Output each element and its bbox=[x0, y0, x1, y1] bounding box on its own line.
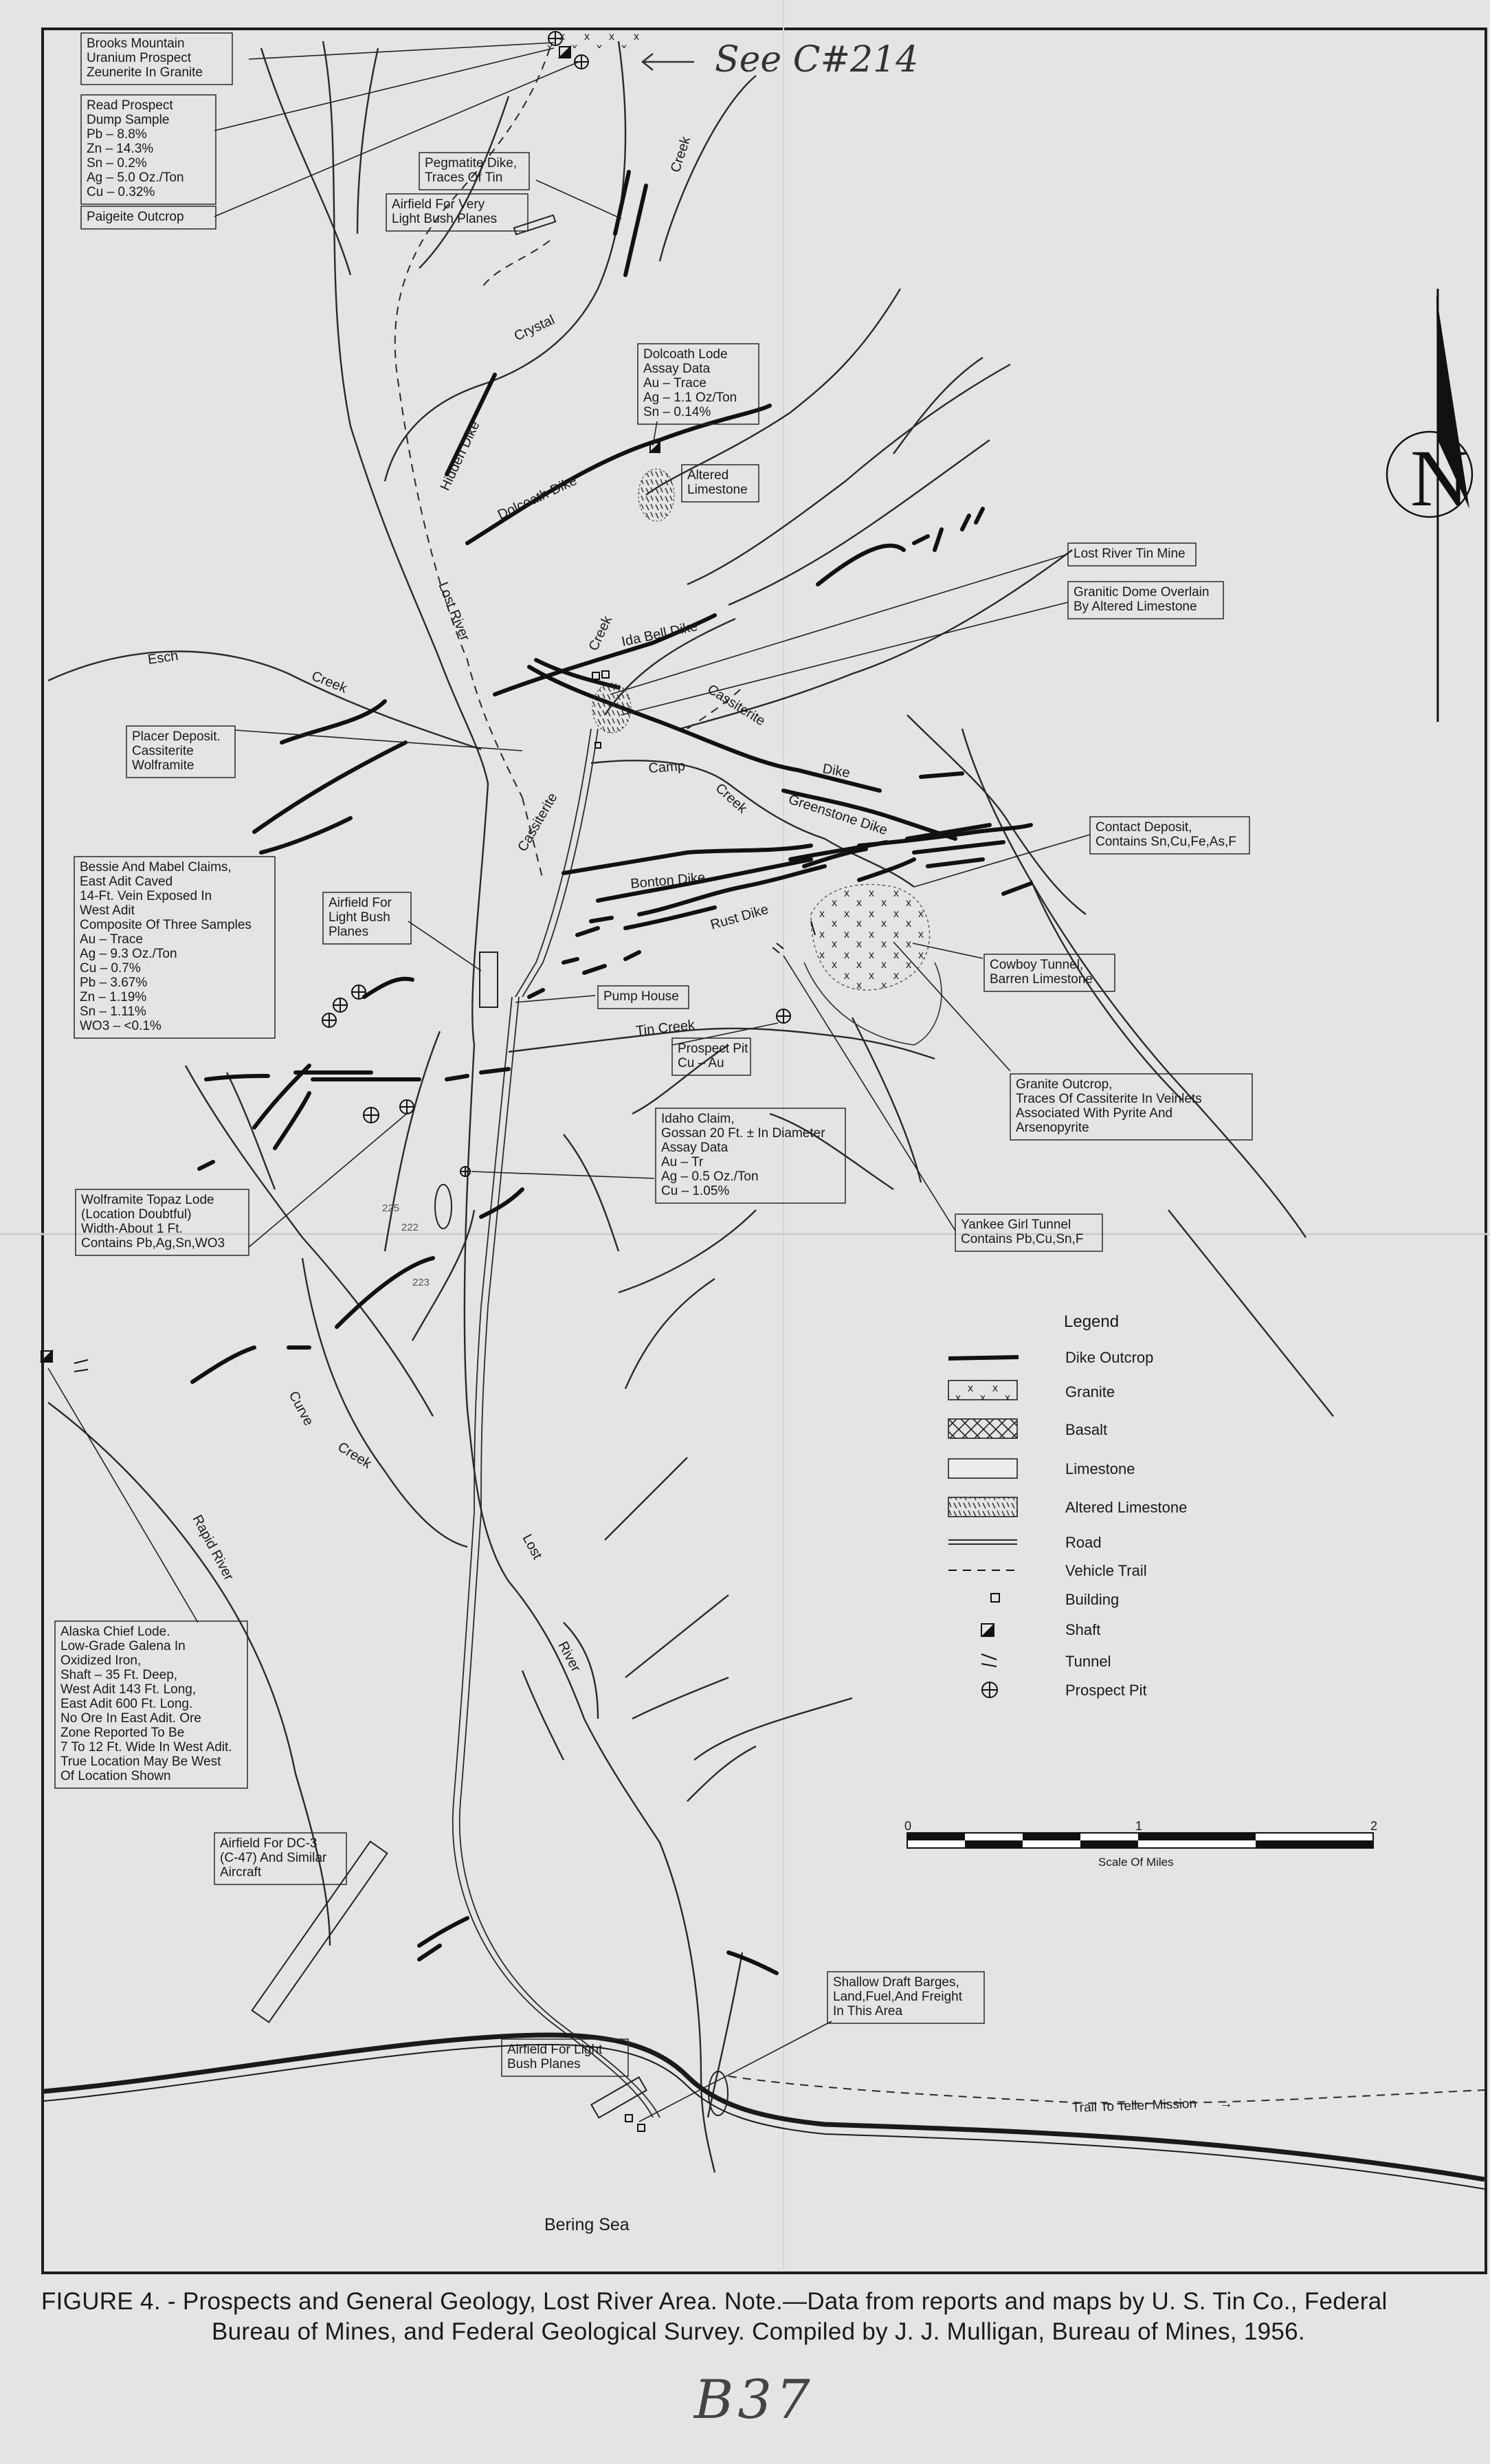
callout-line: Lost River Tin Mine bbox=[1074, 547, 1186, 561]
callout-line: Sn – 1.11% bbox=[80, 1004, 146, 1019]
callout-line: Contains Pb,Cu,Sn,F bbox=[961, 1232, 1084, 1246]
callout-contact-deposit bbox=[1090, 817, 1249, 854]
legend-pit-label: Prospect Pit bbox=[1065, 1682, 1147, 1699]
callout-line: Sn – 0.14% bbox=[643, 405, 711, 419]
label-river-lower: River bbox=[555, 1639, 583, 1675]
legend-altered-limestone-symbol bbox=[948, 1497, 1017, 1517]
label-greenstone-dike: Greenstone Dike bbox=[786, 791, 889, 839]
legend-building-symbol bbox=[991, 1594, 999, 1602]
label-bonton-dike: Bonton Dike bbox=[630, 870, 706, 892]
survey-mark-225: 225 bbox=[382, 1202, 400, 1214]
callout-barges bbox=[827, 1972, 984, 2023]
callout-line: Airfield For bbox=[329, 896, 392, 910]
callout-line: Alaska Chief Lode. bbox=[60, 1625, 170, 1639]
callout-line: Of Location Shown bbox=[60, 1769, 171, 1783]
callout-line: Read Prospect bbox=[87, 98, 173, 113]
callout-line: Ag – 0.5 Oz./Ton bbox=[661, 1169, 759, 1184]
handwritten-see-note: See C#214 bbox=[715, 39, 919, 80]
callout-line: Granite Outcrop, bbox=[1016, 1077, 1113, 1092]
callout-line: Oxidized Iron, bbox=[60, 1653, 142, 1668]
callout-airfield-bush bbox=[502, 2039, 628, 2076]
callout-line: Uranium Prospect bbox=[87, 51, 192, 65]
callout-line: No Ore In East Adit. Ore bbox=[60, 1711, 201, 1726]
callout-line: Traces Of Tin bbox=[425, 170, 503, 185]
callout-line: Low-Grade Galena In bbox=[60, 1639, 186, 1653]
callout-line: Gossan 20 Ft. ± In Diameter bbox=[661, 1126, 825, 1141]
road bbox=[453, 729, 660, 2118]
label-rapid-river: Rapid River bbox=[189, 1512, 237, 1583]
callout-line: Au – Tr bbox=[661, 1155, 704, 1169]
label-ida-bell-dike: Ida Bell Dike bbox=[620, 619, 699, 650]
legend-basalt-label: Basalt bbox=[1065, 1421, 1108, 1438]
label-cassiterite-dike: Cassiterite bbox=[704, 681, 768, 729]
callout-line: Contact Deposit, bbox=[1096, 820, 1192, 835]
page-mark: B37 bbox=[694, 2369, 814, 2431]
callout-line: West Adit 143 Ft. Long, bbox=[60, 1682, 197, 1697]
callout-line: Wolframite bbox=[132, 758, 194, 773]
callout-line: West Adit bbox=[80, 903, 135, 918]
label-camp-creek: Creek bbox=[712, 780, 750, 817]
callout-alaska-chief bbox=[55, 1621, 247, 1788]
label-lost-lower: Lost bbox=[519, 1532, 545, 1562]
callout-line: WO3 – <0.1% bbox=[80, 1019, 162, 1033]
coastline bbox=[44, 2035, 1485, 2189]
label-dolcoath-dike: Dolcoath Dike bbox=[495, 472, 579, 523]
legend-trail-label: Vehicle Trail bbox=[1065, 1562, 1147, 1579]
callout-line: Pb – 3.67% bbox=[80, 976, 148, 990]
callout-line: Pb – 8.8% bbox=[87, 127, 147, 142]
callout-line: East Adit Caved bbox=[80, 874, 173, 889]
callout-line: Granitic Dome Overlain bbox=[1074, 585, 1210, 600]
callout-line: Limestone bbox=[687, 483, 748, 497]
callout-line: Composite Of Three Samples bbox=[80, 918, 252, 932]
callout-cowboy-tunnel bbox=[984, 954, 1115, 991]
callout-pump-house bbox=[598, 986, 689, 1009]
callout-bessie-mabel bbox=[74, 857, 275, 1038]
callout-line: Bessie And Mabel Claims, bbox=[80, 860, 232, 874]
scale-bar bbox=[904, 1819, 1377, 1869]
survey-mark-222: 222 bbox=[401, 1222, 419, 1233]
callout-line: East Adit 600 Ft. Long. bbox=[60, 1697, 193, 1711]
scale-tick-0: 0 bbox=[904, 1819, 912, 1833]
callout-line: Paigeite Outcrop bbox=[87, 210, 184, 224]
callout-line: In This Area bbox=[833, 2004, 903, 2018]
callout-line: Placer Deposit. bbox=[132, 729, 221, 744]
legend-basalt-symbol bbox=[948, 1419, 1017, 1438]
label-curve-creek: Curve bbox=[285, 1389, 317, 1429]
callout-line: Wolframite Topaz Lode bbox=[81, 1193, 214, 1207]
label-esch: Esch bbox=[146, 648, 179, 668]
legend-road-symbol bbox=[948, 1540, 1017, 1544]
callout-line: Width-About 1 Ft. bbox=[81, 1222, 183, 1236]
callout-altered-limestone bbox=[682, 465, 759, 502]
legend-dike-label: Dike Outcrop bbox=[1065, 1349, 1154, 1366]
callout-prospect-pit bbox=[672, 1038, 750, 1075]
callout-line: Zn – 1.19% bbox=[80, 990, 147, 1004]
figure-caption bbox=[41, 2287, 1485, 2347]
callout-wolframite-topaz bbox=[76, 1189, 249, 1255]
figure-caption-line-2: Bureau of Mines, and Federal Geological Survey. Compiled by J. J. Mulligan, Bureau of Mines, 1956. bbox=[212, 2318, 1305, 2345]
legend-limestone-label: Limestone bbox=[1065, 1460, 1135, 1477]
scale-tick-1: 1 bbox=[1135, 1819, 1143, 1833]
callout-line: Bush Planes bbox=[507, 2057, 581, 2071]
label-bering-sea: Bering Sea bbox=[544, 2215, 630, 2234]
callout-line: Zeunerite In Granite bbox=[87, 65, 203, 80]
callout-line: Zn – 14.3% bbox=[87, 142, 154, 156]
callout-line: Cu – 1.05% bbox=[661, 1184, 730, 1198]
callout-line: Ag – 1.1 Oz/Ton bbox=[643, 390, 737, 405]
callout-line: Altered bbox=[687, 468, 729, 483]
label-trail-teller: Trail To Teller Mission bbox=[1071, 2096, 1197, 2115]
label-creek-mid: Creek bbox=[586, 613, 616, 654]
callout-pegmatite bbox=[419, 153, 529, 190]
callout-line: Light Bush bbox=[329, 910, 390, 925]
legend-title: Legend bbox=[1064, 1312, 1120, 1331]
vehicle-trail bbox=[395, 48, 1485, 2104]
callout-brooks bbox=[81, 33, 232, 85]
callout-line: Light Bush Planes bbox=[392, 212, 498, 226]
label-lost-river-upper: Lost River bbox=[435, 580, 473, 644]
callout-line: Barren Limestone bbox=[990, 972, 1093, 987]
callout-line: Land,Fuel,And Freight bbox=[833, 1990, 963, 2004]
callout-line: 14-Ft. Vein Exposed In bbox=[80, 889, 212, 903]
label-cassiterite-creek: Cassiterite bbox=[515, 790, 561, 855]
svg-text:→: → bbox=[1219, 2096, 1233, 2111]
north-label: N bbox=[1410, 433, 1469, 523]
legend-altered-limestone-label: Altered Limestone bbox=[1065, 1499, 1188, 1516]
callout-line: Shallow Draft Barges, bbox=[833, 1975, 959, 1990]
map-frame bbox=[43, 29, 1486, 2273]
callout-line: 7 To 12 Ft. Wide In West Adit. bbox=[60, 1740, 232, 1754]
callout-line: Sn – 0.2% bbox=[87, 156, 147, 170]
label-camp: Camp bbox=[647, 758, 686, 776]
callout-line: Yankee Girl Tunnel bbox=[961, 1218, 1071, 1232]
callout-line: Pegmatite Dike, bbox=[425, 156, 518, 170]
callout-line: Au – Trace bbox=[80, 932, 143, 947]
callout-dolcoath-lode bbox=[638, 344, 759, 424]
callout-line: Prospect Pit bbox=[678, 1042, 748, 1056]
callout-line: Cu – Au bbox=[678, 1056, 724, 1070]
legend-granite-label: Granite bbox=[1065, 1383, 1115, 1400]
callout-line: Arsenopyrite bbox=[1016, 1121, 1089, 1135]
label-rust-dike: Rust Dike bbox=[709, 901, 770, 933]
label-curve-creek-2: Creek bbox=[335, 1439, 375, 1472]
callout-line: By Altered Limestone bbox=[1074, 600, 1197, 614]
callout-line: Brooks Mountain bbox=[87, 36, 185, 51]
callout-line: Planes bbox=[329, 925, 369, 939]
leader-lines bbox=[48, 43, 1090, 2122]
callout-line: Cu – 0.32% bbox=[87, 185, 155, 199]
callout-airfield-light bbox=[323, 892, 411, 944]
callout-line: Idaho Claim, bbox=[661, 1112, 735, 1126]
callout-line: Dolcoath Lode bbox=[643, 347, 728, 362]
callout-line: Pump House bbox=[603, 989, 679, 1004]
callout-idaho-claim bbox=[656, 1108, 845, 1203]
callout-line: Assay Data bbox=[643, 362, 711, 376]
callout-line: Airfield For Very bbox=[392, 197, 485, 212]
label-crystal-creek: Crystal bbox=[511, 312, 557, 344]
legend-dike-symbol bbox=[948, 1357, 1019, 1358]
legend-limestone-symbol bbox=[948, 1459, 1017, 1478]
callout-line: Shaft – 35 Ft. Deep, bbox=[60, 1668, 178, 1682]
callout-line: True Location May Be West bbox=[60, 1754, 221, 1769]
scale-tick-2: 2 bbox=[1370, 1819, 1378, 1833]
label-dike-word: Dike bbox=[821, 761, 852, 781]
callout-granite-outcrop bbox=[1010, 1074, 1252, 1140]
callout-lost-river-tin-mine bbox=[1068, 543, 1196, 566]
legend-building-label: Building bbox=[1065, 1591, 1120, 1608]
callout-paigeite bbox=[81, 206, 216, 229]
legend-tunnel-label: Tunnel bbox=[1065, 1653, 1111, 1670]
scale-label: Scale Of Miles bbox=[1098, 1856, 1174, 1869]
callout-line: Aircraft bbox=[220, 1865, 262, 1880]
callout-line: Airfield For DC-3 bbox=[220, 1836, 318, 1851]
legend-shaft-label: Shaft bbox=[1065, 1621, 1101, 1638]
north-arrow bbox=[1387, 289, 1472, 722]
label-creek-upper: Creek bbox=[667, 134, 694, 175]
legend-granite-symbol bbox=[948, 1380, 1017, 1400]
callout-line: Cowboy Tunnel, bbox=[990, 958, 1084, 972]
callout-line: Cassiterite bbox=[132, 744, 194, 758]
callout-line: Au – Trace bbox=[643, 376, 707, 390]
callout-line: Dump Sample bbox=[87, 113, 170, 127]
legend-tunnel-symbol bbox=[981, 1654, 997, 1666]
callout-airfield-very-light bbox=[386, 194, 528, 231]
legend-road-label: Road bbox=[1065, 1534, 1102, 1551]
callout-line: Zone Reported To Be bbox=[60, 1726, 185, 1740]
figure-caption-line-1: FIGURE 4. - Prospects and General Geology, Lost River Area. Note.—Data from reports and maps by U. S. Tin Co., Federal bbox=[41, 2288, 1388, 2315]
legend bbox=[948, 1312, 1187, 1699]
callout-placer bbox=[126, 726, 235, 778]
callout-line: Contains Sn,Cu,Fe,As,F bbox=[1096, 835, 1236, 849]
callout-line: (Location Doubtful) bbox=[81, 1207, 192, 1222]
callout-airfield-dc3 bbox=[214, 1833, 346, 1884]
handwritten-reference bbox=[643, 39, 918, 80]
callout-line: Cu – 0.7% bbox=[80, 961, 141, 976]
callout-granitic-dome bbox=[1068, 582, 1223, 619]
callout-line: (C-47) And Similar bbox=[220, 1851, 327, 1865]
label-tin-creek: Tin Creek bbox=[635, 1018, 696, 1039]
label-hidden-dike: Hidden Dike bbox=[437, 419, 483, 494]
callout-line: Assay Data bbox=[661, 1141, 729, 1155]
callout-yankee-girl bbox=[955, 1214, 1102, 1251]
callout-line: Airfield For Light bbox=[507, 2043, 603, 2057]
callout-line: Contains Pb,Ag,Sn,WO3 bbox=[81, 1236, 225, 1251]
callout-line: Ag – 5.0 Oz./Ton bbox=[87, 170, 184, 185]
callout-line: Traces Of Cassiterite In Veinlets bbox=[1016, 1092, 1202, 1106]
callout-line: Ag – 9.3 Oz./Ton bbox=[80, 947, 177, 961]
callout-line: Associated With Pyrite And bbox=[1016, 1106, 1173, 1121]
survey-mark-223: 223 bbox=[412, 1277, 430, 1288]
dike-outcrops bbox=[189, 172, 1031, 1973]
callout-read bbox=[81, 95, 216, 204]
label-esch-creek: Creek bbox=[309, 668, 349, 696]
